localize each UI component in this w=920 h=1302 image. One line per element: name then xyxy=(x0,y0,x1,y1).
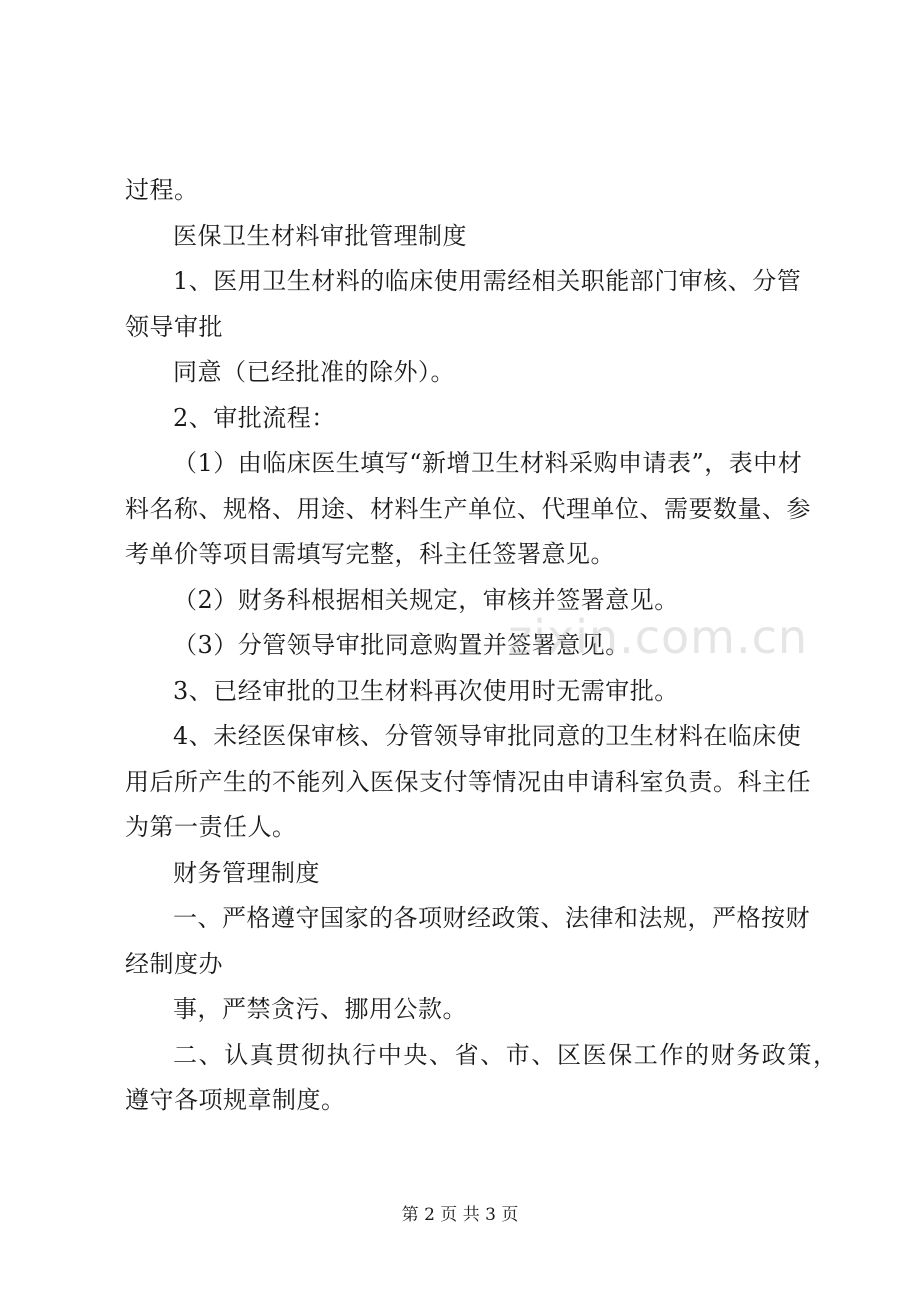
text-line: （3）分管领导审批同意购置并签署意见。 xyxy=(173,631,630,659)
text-line: 4、未经医保审核、分管领导审批同意的卫生材料在临床使 xyxy=(173,722,802,750)
text-line: 二、认真贯彻执行中央、省、市、区医保工作的财务政策， xyxy=(173,1040,839,1069)
section-title: 医保卫生材料审批管理制度 xyxy=(173,221,467,250)
text-line: 事，严禁贪污、挪用公款。 xyxy=(173,995,467,1023)
text-line: 料名称、规格、用途、材料生产单位、代理单位、需要数量、参 xyxy=(125,494,811,523)
section-title: 财务管理制度 xyxy=(173,858,320,887)
text-line: 3、已经审批的卫生材料再次使用时无需审批。 xyxy=(173,676,679,705)
text-line: 2、审批流程： xyxy=(173,403,336,432)
text-line: 同意（已经批准的除外）。 xyxy=(173,358,455,386)
text-line: （1）由临床医生填写“新增卫生材料采购申请表”，表中材 xyxy=(173,449,803,477)
text-line: 经制度办 xyxy=(125,949,223,978)
text-line: 过程。 xyxy=(125,176,199,204)
text-line: 考单价等项目需填写完整，科主任签署意见。 xyxy=(125,540,615,568)
text-line: （2）财务科根据相关规定，审核并签署意见。 xyxy=(173,585,679,614)
text-line: 遵守各项规章制度。 xyxy=(125,1086,346,1114)
page-number-footer: 第 2 页 共 3 页 xyxy=(401,1205,519,1225)
text-line: 一、严格遵守国家的各项财经政策、法律和法规，严格按财 xyxy=(173,904,810,932)
text-line: 1、医用卫生材料的临床使用需经相关职能部门审核、分管 xyxy=(173,267,802,295)
text-line: 领导审批 xyxy=(125,312,223,341)
watermark-text: zixin.com.cn xyxy=(508,610,809,664)
text-line: 为第一责任人。 xyxy=(125,813,297,841)
text-line: 用后所产生的不能列入医保支付等情况由申请科室负责。科主任 xyxy=(125,767,811,796)
